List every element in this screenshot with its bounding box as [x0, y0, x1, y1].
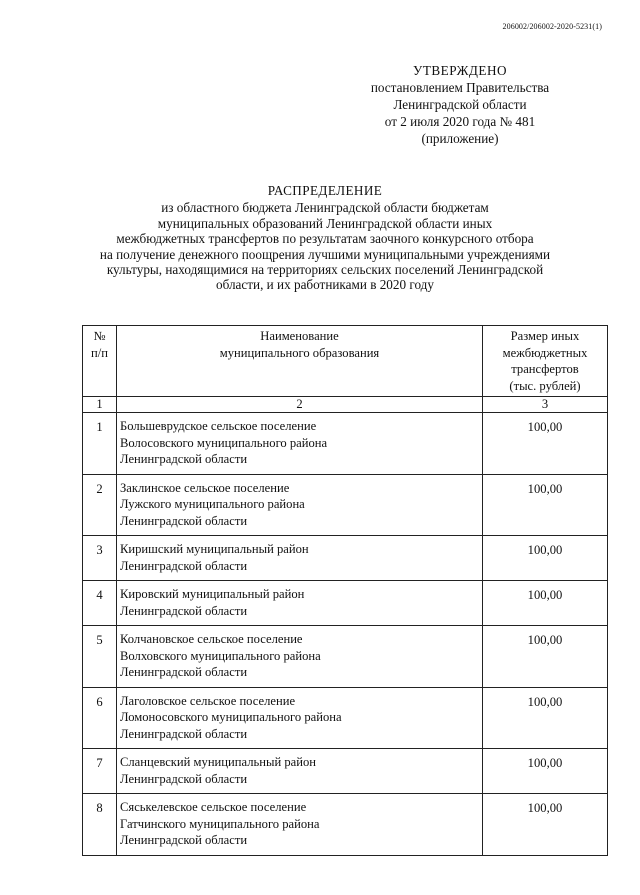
table-header-row [83, 326, 608, 397]
column-index: 3 [483, 397, 608, 413]
municipality-name [117, 413, 483, 475]
document-id: 206002/206002-2020-5231(1) [502, 22, 602, 31]
header-amount: Размер иных межбюджетных трансфертов (тыс. рублей) [483, 326, 608, 397]
municipality-name-line: Ленинградской области [120, 452, 248, 466]
municipality-name-line: Сланцевский муниципальный район [120, 755, 316, 769]
approval-title: УТВЕРЖДЕНО [412, 63, 508, 78]
table-row [83, 749, 608, 794]
heading-line: культуры, находящимися на территориях сельских поселений Ленинградской [106, 262, 544, 278]
row-number: 1 [83, 413, 117, 475]
municipality-name [117, 794, 483, 856]
municipality-name-line: Кировский муниципальный район [120, 587, 305, 601]
table-row [83, 474, 608, 536]
table-row [83, 626, 608, 688]
transfer-amount: 100,00 [483, 749, 608, 794]
table-row [83, 413, 608, 475]
header-name: Наименование муниципального образования [117, 326, 483, 397]
approval-line-1: постановлением Правительства [370, 80, 550, 95]
column-index: 1 [83, 397, 117, 413]
heading-line: из областного бюджета Ленинградской области бюджетам [161, 200, 489, 216]
municipality-name [117, 581, 483, 626]
transfer-amount: 100,00 [483, 413, 608, 475]
transfer-amount: 100,00 [483, 581, 608, 626]
municipality-name-line: Ленинградской области [120, 603, 248, 618]
row-number: 6 [83, 687, 117, 749]
table-row [83, 687, 608, 749]
municipality-name-line: Киришский муниципальный район [120, 542, 309, 556]
municipality-name [117, 536, 483, 581]
municipality-name-line: Ленинградской области [120, 726, 248, 741]
municipality-name-line: Заклинское сельское поселение [120, 480, 290, 495]
row-number: 4 [83, 581, 117, 626]
heading-line: на получение денежного поощрения лучшими муниципальными учреждениями [99, 246, 551, 262]
heading-line: муниципальных образований Ленинградской области иных [157, 215, 493, 231]
heading-line: межбюджетных трансфертов по результатам заочного конкурсного отбора [116, 231, 534, 247]
municipality-name [117, 626, 483, 688]
row-number: 3 [83, 536, 117, 581]
table-row [83, 794, 608, 856]
municipality-name [117, 687, 483, 749]
approval-line-2: Ленинградской области [393, 97, 527, 112]
heading-title: РАСПРЕДЕЛЕНИЕ [267, 183, 383, 198]
table-row [83, 581, 608, 626]
municipality-name-line: Волосовского муниципального района [120, 435, 328, 450]
municipality-name-line: Лужского муниципального района [120, 497, 305, 511]
header-num: № п/п [83, 326, 117, 397]
municipality-name-line: Ломоносовского муниципального района [120, 710, 342, 724]
column-index-row [83, 397, 608, 413]
municipality-name-line: Ленинградской области [120, 513, 248, 528]
municipality-name-line: Ленинградской области [120, 771, 248, 786]
approval-line-3: от 2 июля 2020 года № 481 [384, 114, 536, 129]
transfer-amount: 100,00 [483, 687, 608, 749]
heading-line: области, и их работниками в 2020 году [216, 277, 434, 293]
row-number: 2 [83, 474, 117, 536]
row-number: 8 [83, 794, 117, 856]
municipality-name-line: Гатчинского муниципального района [120, 816, 320, 831]
transfer-amount: 100,00 [483, 626, 608, 688]
municipality-name-line: Большеврудское сельское поселение [120, 419, 317, 433]
transfer-amount: 100,00 [483, 794, 608, 856]
row-number: 5 [83, 626, 117, 688]
row-number: 7 [83, 749, 117, 794]
municipality-name [117, 474, 483, 536]
transfer-amount: 100,00 [483, 536, 608, 581]
municipality-name-line: Ленинградской области [120, 833, 248, 847]
table-row [83, 536, 608, 581]
approval-line-4: (приложение) [421, 131, 499, 146]
column-index: 2 [117, 397, 483, 413]
distribution-table [82, 325, 608, 856]
document-heading [90, 183, 560, 293]
transfer-amount: 100,00 [483, 474, 608, 536]
municipality-name-line: Ленинградской области [120, 665, 248, 679]
municipality-name-line: Колчановское сельское поселение [120, 632, 303, 646]
approval-block [330, 62, 590, 147]
municipality-name [117, 749, 483, 794]
municipality-name-line: Лаголовское сельское поселение [120, 693, 296, 708]
municipality-name-line: Сяськелевское сельское поселение [120, 800, 307, 814]
municipality-name-line: Волховского муниципального района [120, 648, 321, 663]
municipality-name-line: Ленинградской области [120, 558, 248, 573]
